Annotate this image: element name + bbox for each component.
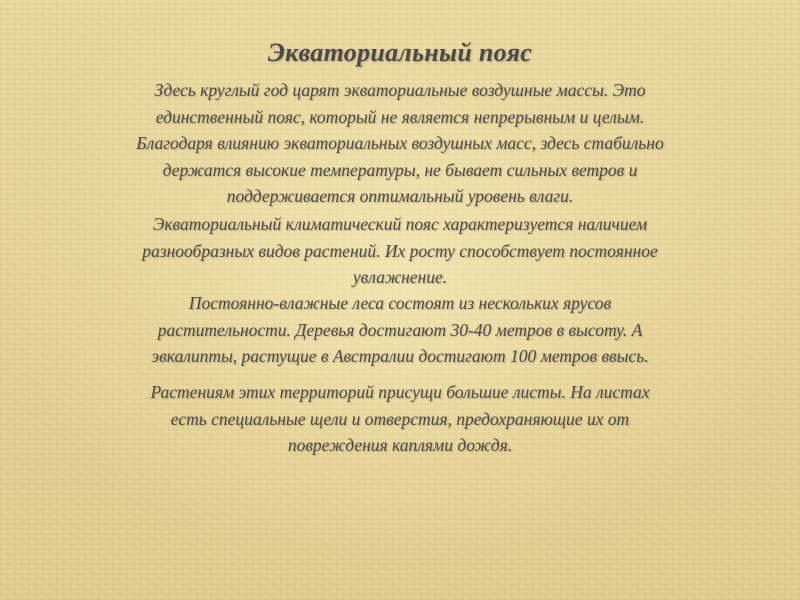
paragraph-plants: Экваториальный климатический пояс характеризуется наличием разнообразных видов растений. Их росту способствует постоянное увлажнение. [142,214,658,287]
slide-title: Экваториальный пояс [267,38,533,67]
paragraph-climate: Здесь круглый год царят экваториальные воздушные массы. Это единственный пояс, который не является непрерывным и целым. Благодаря влиянию экваториальных воздушных масс, здесь стабильно держатся высокие температуры, не бывает сильных ветров и поддерживается оптимальный уровень влаги. [136,80,664,206]
paragraph-leaves: Растениям этих территорий присущи большие листы. На листах есть специальные щели и отверстия, предохраняющие их от повреждения каплями дождя. [150,382,650,455]
paragraph-forests: Постоянно-влажные леса состоят из нескольких ярусов растительности. Деревья достигают 30-40 метров в высоту. А эвкалипты, растущие в Австралии достигают 100 метров ввысь. [151,293,649,366]
